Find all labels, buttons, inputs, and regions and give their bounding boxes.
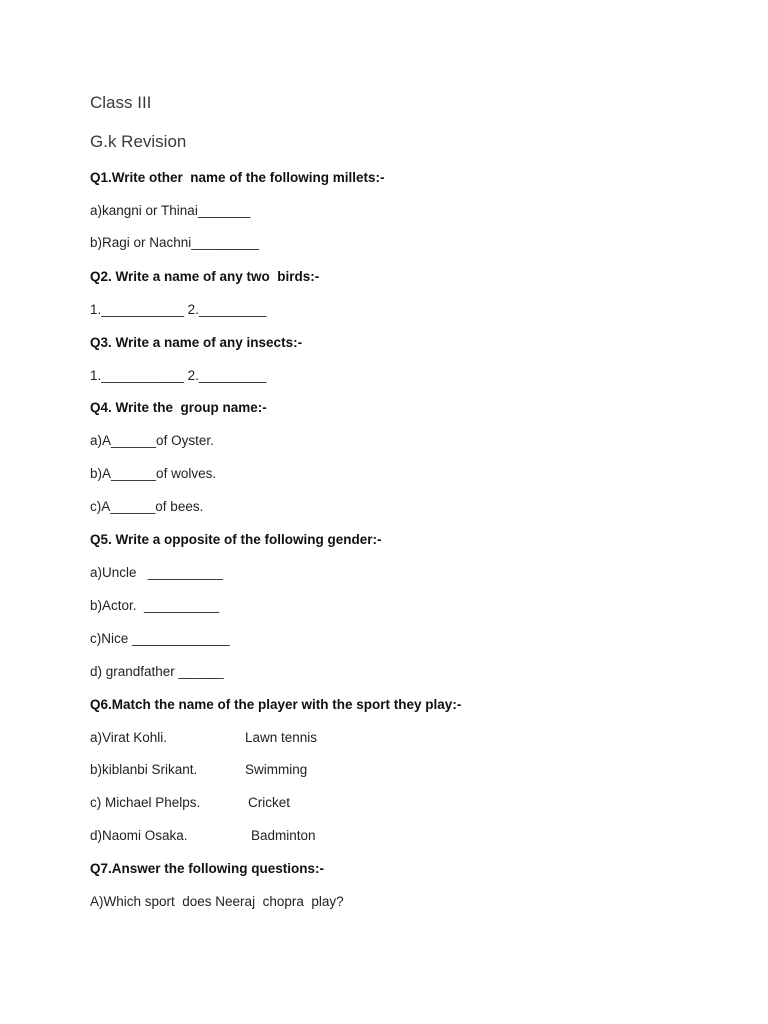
match-sport-2: Swimming — [245, 762, 308, 777]
question-5: Q5. Write a opposite of the following gender:- — [90, 532, 382, 547]
q4-answer-a: a)A______of Oyster. — [90, 433, 214, 448]
q5-answer-c: c)Nice _____________ — [90, 631, 230, 646]
q4-answer-b: b)A______of wolves. — [90, 466, 217, 481]
q3-answer-blanks: 1.___________ 2._________ — [90, 368, 267, 383]
question-7: Q7.Answer the following questions:- — [90, 861, 325, 876]
question-3: Q3. Write a name of any insects:- — [90, 335, 303, 350]
question-2: Q2. Write a name of any two birds:- — [90, 269, 320, 284]
q5-answer-a: a)Uncle __________ — [90, 565, 223, 580]
question-4: Q4. Write the group name:- — [90, 400, 267, 415]
match-sport-4: Badminton — [251, 828, 316, 843]
q4-answer-c: c)A______of bees. — [90, 499, 204, 514]
q5-answer-b: b)Actor. __________ — [90, 598, 220, 613]
match-player-2: b)kiblanbi Srikant. — [90, 762, 198, 777]
q5-answer-d: d) grandfather ______ — [90, 664, 224, 679]
q1-answer-b: b)Ragi or Nachni_________ — [90, 235, 259, 250]
match-sport-1: Lawn tennis — [245, 730, 318, 745]
q2-answer-blanks: 1.___________ 2._________ — [90, 302, 267, 317]
q7-answer-a: A)Which sport does Neeraj chopra play? — [90, 894, 344, 909]
question-6: Q6.Match the name of the player with the sport they play:- — [90, 697, 462, 712]
match-player-4: d)Naomi Osaka. — [90, 828, 188, 843]
q1-answer-a: a)kangni or Thinai_______ — [90, 203, 251, 218]
class-heading: Class III — [90, 93, 152, 112]
question-1: Q1.Write other name of the following millets:- — [90, 170, 385, 185]
match-player-1: a)Virat Kohli. — [90, 730, 168, 745]
match-sport-3: Cricket — [248, 795, 291, 810]
match-player-3: c) Michael Phelps. — [90, 795, 201, 810]
subject-heading: G.k Revision — [90, 132, 187, 151]
